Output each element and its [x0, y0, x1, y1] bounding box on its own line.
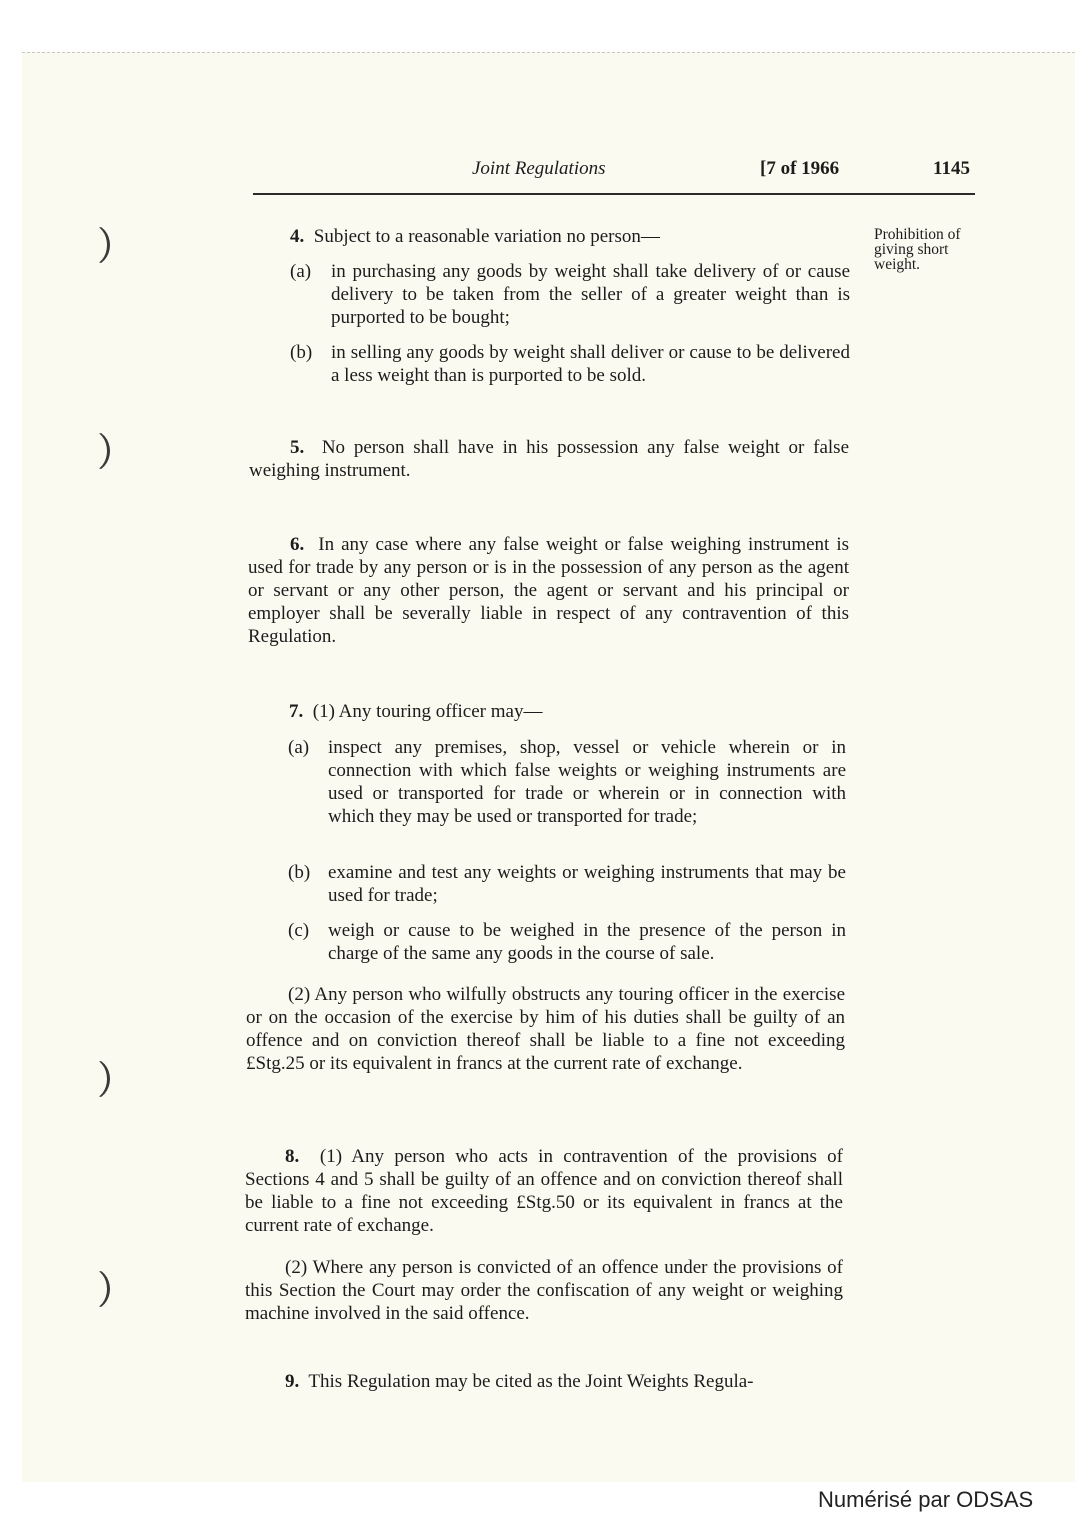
item-label: (b)	[288, 862, 311, 883]
item-label: (a)	[290, 261, 312, 282]
section-number: 4.	[290, 226, 305, 247]
section-number: 7.	[289, 701, 304, 722]
section-number: 9.	[285, 1371, 300, 1392]
section-7-intro: 7. (1) Any touring officer may—	[289, 701, 543, 722]
section-number: 6.	[290, 534, 305, 555]
section-5: 5. No person shall have in his possession any false weight or false weighing instrument.	[249, 437, 850, 481]
list-item	[290, 260, 850, 332]
section-8-subsection-2: (2) Where any person is convicted of an offence under the provisions of this Section the Court may order the confiscation of any weight or weighing machine involved in the said offence.	[245, 1257, 843, 1324]
section-4-intro: 4. Subject to a reasonable variation no person—	[290, 226, 660, 247]
running-header-act: [7 of 1966	[760, 158, 840, 179]
section-8-subsection-1: 8. (1) Any person who acts in contravention of the provisions of Sections 4 and 5 shall be guilty of an offence and on conviction thereof shall be liable to a fine not exceeding £Stg.50 or its equivalent in francs at the current rate of exchange.	[245, 1146, 843, 1236]
binder-hole-2	[73, 430, 110, 472]
list-item	[288, 861, 846, 909]
item-label: (c)	[288, 920, 310, 941]
list-item	[288, 736, 846, 851]
margin-note: Prohibition of giving short weight.	[874, 226, 961, 273]
item-text: in selling any goods by weight shall deliver or cause to be delivered a less weight than is purported to be sold.	[331, 342, 850, 386]
item-text: weigh or cause to be weighed in the presence of the person in charge of the same any goods in the course of sale.	[328, 920, 846, 964]
item-label: (a)	[288, 737, 310, 758]
digitization-watermark: Numérisé par ODSAS	[818, 1487, 1034, 1512]
list-item	[288, 919, 846, 967]
section-6: 6. In any case where any false weight or false weighing instrument is used for trade by any person or is in the possession of any person as the agent or servant or any other person, the agent or servant and his principal or employer shall be severally liable in respect of any contravention of this Regulation.	[248, 534, 850, 647]
item-text: in purchasing any goods by weight shall take delivery of or cause delivery to be taken from the seller of a greater weight than is purported to be bought;	[331, 261, 850, 328]
list-item	[290, 341, 850, 389]
section-number: 5.	[290, 437, 305, 458]
section-number: 8.	[285, 1146, 300, 1167]
binder-hole-3	[73, 1058, 110, 1100]
item-text: examine and test any weights or weighing instruments that may be used for trade;	[328, 862, 846, 906]
page-edge	[22, 52, 1075, 54]
section-7-subsection-2: (2) Any person who wilfully obstructs any touring officer in the exercise or on the occasion of the exercise by him of his duties shall be guilty of an offence and on conviction thereof shall be liable to a fine not exceeding £Stg.25 or its equivalent in francs at the current rate of exchange.	[246, 984, 845, 1074]
binder-hole-1	[73, 224, 110, 266]
item-text: inspect any premises, shop, vessel or vehicle wherein or in connection with which false weights or weighing instruments are used or transported for trade or wherein or in connection with which they may be used or transported for trade;	[328, 737, 846, 827]
binder-hole-4	[73, 1268, 110, 1310]
section-9: 9. This Regulation may be cited as the Joint Weights Regula-	[285, 1371, 754, 1392]
header-rule	[253, 193, 975, 195]
page-number: 1145	[933, 158, 970, 179]
item-label: (b)	[290, 342, 313, 363]
running-header-title: Joint Regulations	[472, 158, 606, 179]
